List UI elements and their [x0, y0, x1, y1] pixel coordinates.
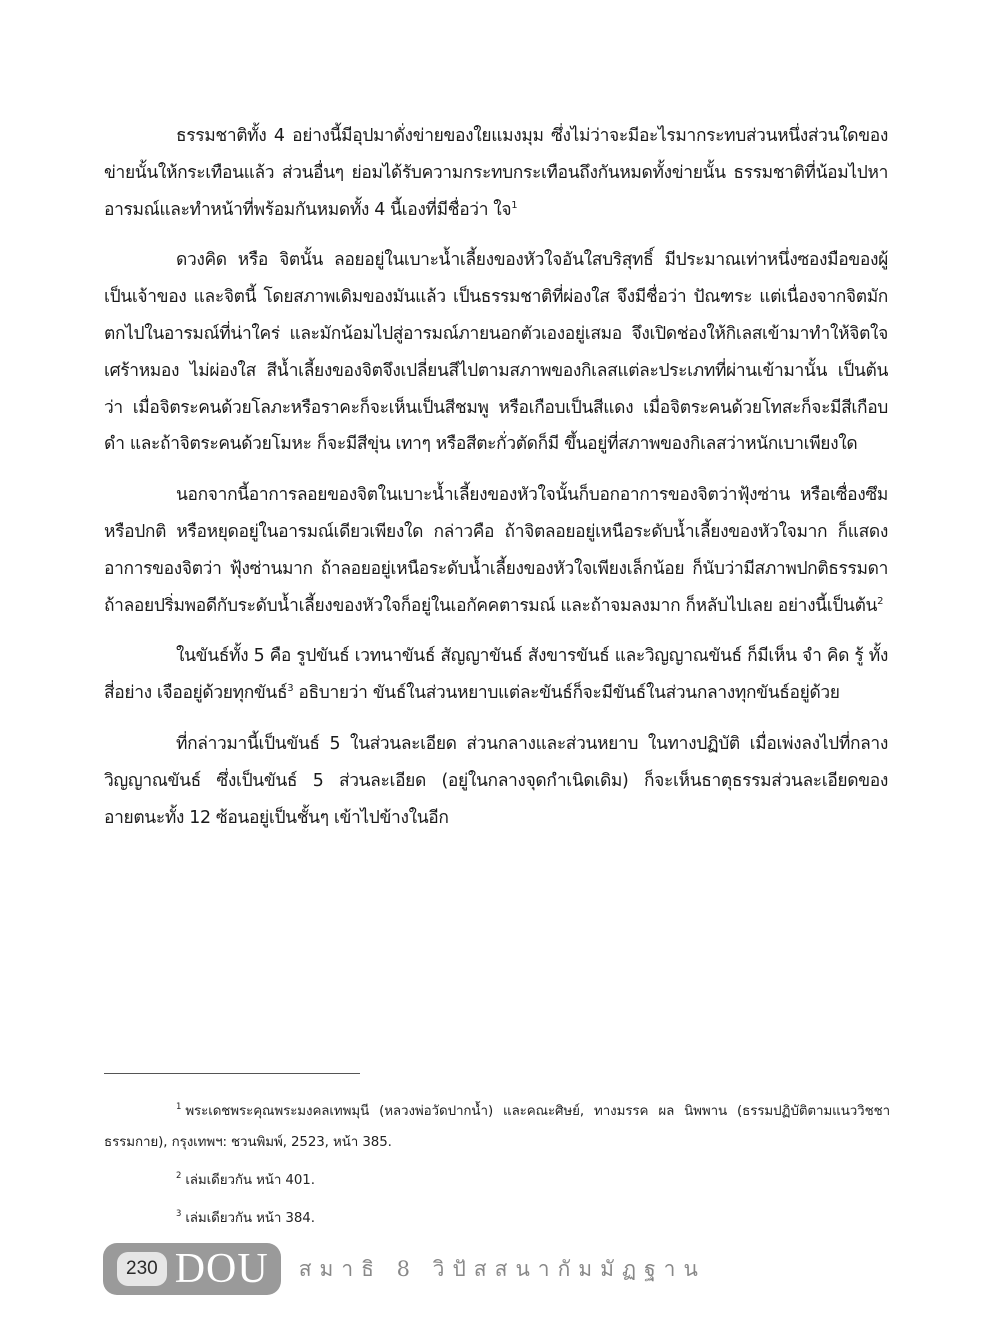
paragraph-1 — [104, 118, 888, 228]
brand-logo: DOU — [174, 1246, 269, 1292]
page-number: 230 — [117, 1252, 167, 1286]
footnote-ref-2[interactable]: 2 — [877, 595, 884, 607]
page-footer — [103, 1243, 706, 1295]
footnotes — [104, 1096, 890, 1241]
paragraph-text-tail: อธิบายว่า ขันธ์ในส่วนหยาบแต่ละขันธ์ก็จะมีขันธ์ในส่วนกลางทุกขันธ์อยู่ด้วย — [293, 683, 840, 704]
paragraph-5 — [104, 726, 888, 836]
footnote-ref-3[interactable]: 3 — [287, 683, 294, 695]
footnote-text: พระเดชพระคุณพระมงคลเทพมุนี (หลวงพ่อวัดปากน้ำ) และคณะศิษย์, ทางมรรค ผล นิพพาน (ธรรมปฏิบัติตามแนววิชชาธรรมกาย), กรุงเทพฯ: ชวนพิมพ์, 2523, หน้า 385. — [104, 1104, 890, 1150]
footnote-divider — [104, 1073, 360, 1074]
footnote-1 — [104, 1096, 890, 1158]
footnote-text: เล่มเดียวกัน หน้า 384. — [185, 1211, 315, 1226]
paragraph-4 — [104, 638, 888, 712]
footnote-text: เล่มเดียวกัน หน้า 401. — [185, 1173, 315, 1188]
paragraph-3 — [104, 477, 888, 624]
footnote-number: 3 — [176, 1209, 182, 1219]
paragraph-text: ดวงคิด หรือ จิตนั้น ลอยอยู่ในเบาะน้ำเลี้ยงของหัวใจอันใสบริสุทธิ์ มีประมาณเท่าหนึ่งซองมือของผู้เป็นเจ้าของ และจิตนี้ โดยสภาพเดิมของมันแล้ว เป็นธรรมชาติที่ผ่องใส จึงมีชื่อว่า ปัณฑระ แต่เนื่องจากจิตมักตกไปในอารมณ์ที่น่าใคร่ และมักน้อมไปสู่อารมณ์ภายนอกตัวเองอยู่เสมอ จึงเปิดช่องให้กิเลสเข้ามาทำให้จิตใจเศร้าหมอง ไม่ผ่องใส สีน้ำเลี้ยงของจิตจึงเปลี่ยนสีไปตามสภาพของกิเลสแต่ละประเภทที่ผ่านเข้ามานั้น เป็นต้นว่า เมื่อจิตระคนด้วยโลภะหรือราคะก็จะเห็นเป็นสีชมพู หรือเกือบเป็นสีแดง เมื่อจิตระคนด้วยโทสะก็จะมีสีเกือบดำ และถ้าจิตระคนด้วยโมหะ ก็จะมีสีขุ่น เทาๆ หรือสีตะกั่วตัดก็มี ขึ้นอยู่ที่สภาพของกิเลสว่าหนักเบาเพียงใด — [104, 250, 888, 455]
footnote-2 — [104, 1165, 890, 1196]
paragraph-text: นอกจากนี้อาการลอยของจิตในเบาะน้ำเลี้ยงของหัวใจนั้นก็บอกอาการของจิตว่าฟุ้งซ่าน หรือเซื่องซึม หรือปกติ หรือหยุดอยู่ในอารมณ์เดียวเพียงใด กล่าวคือ ถ้าจิตลอยอยู่เหนือระดับน้ำเลี้ยงของหัวใจมาก ก็แสดงอาการของจิตว่า ฟุ้งซ่านมาก ถ้าลอยอยู่เหนือระดับน้ำเลี้ยงของหัวใจเพียงเล็กน้อย ก็นับว่ามีสภาพปกติธรรมดา ถ้าลอยปริ่มพอดีกับระดับน้ำเลี้ยงของหัวใจก็อยู่ในเอกัคคตารมณ์ และถ้าจมลงมาก ก็หลับไปเลย อย่างนี้เป็นต้น — [104, 485, 888, 616]
footer-badge — [103, 1243, 281, 1295]
main-text — [104, 118, 888, 850]
footnote-3 — [104, 1203, 890, 1234]
paragraph-text: ธรรมชาติทั้ง 4 อย่างนี้มีอุปมาดั่งข่ายของใยแมงมุม ซึ่งไม่ว่าจะมีอะไรมากระทบส่วนหนึ่งส่วนใดของข่ายนั้นให้กระเทือนแล้ว ส่วนอื่นๆ ย่อมได้รับความกระทบกระเทือนถึงกันหมดทั้งข่ายนั้น ธรรมชาติที่น้อมไปหาอารมณ์และทำหน้าที่พร้อมกันหมดทั้ง 4 นี้เองที่มีชื่อว่า ใจ — [104, 126, 888, 220]
paragraph-text: ที่กล่าวมานี้เป็นขันธ์ 5 ในส่วนละเอียด ส่วนกลางและส่วนหยาบ ในทางปฏิบัติ เมื่อเพ่งลงไปที่กลางวิญญาณขันธ์ ซึ่งเป็นขันธ์ 5 ส่วนละเอียด (อยู่ในกลางจุดกำเนิดเดิม) ก็จะเห็นธาตุธรรมส่วนละเอียดของอายตนะทั้ง 12 ซ้อนอยู่เป็นชั้นๆ เข้าไปข้างในอีก — [104, 733, 888, 828]
footnote-number: 1 — [176, 1102, 182, 1112]
footnote-number: 2 — [176, 1171, 182, 1181]
paragraph-text: ในขันธ์ทั้ง 5 คือ รูปขันธ์ เวทนาขันธ์ สัญญาขันธ์ สังขารขันธ์ และวิญญาณขันธ์ ก็มีเห็น จำ คิด รู้ ทั้งสี่อย่าง เจืออยู่ด้วยทุกขันธ์ — [104, 646, 888, 704]
footnote-ref-1[interactable]: 1 — [511, 199, 518, 211]
book-title: สมาธิ 8 วิปัสสนากัมมัฏฐาน — [298, 1256, 706, 1281]
paragraph-2 — [104, 242, 888, 463]
